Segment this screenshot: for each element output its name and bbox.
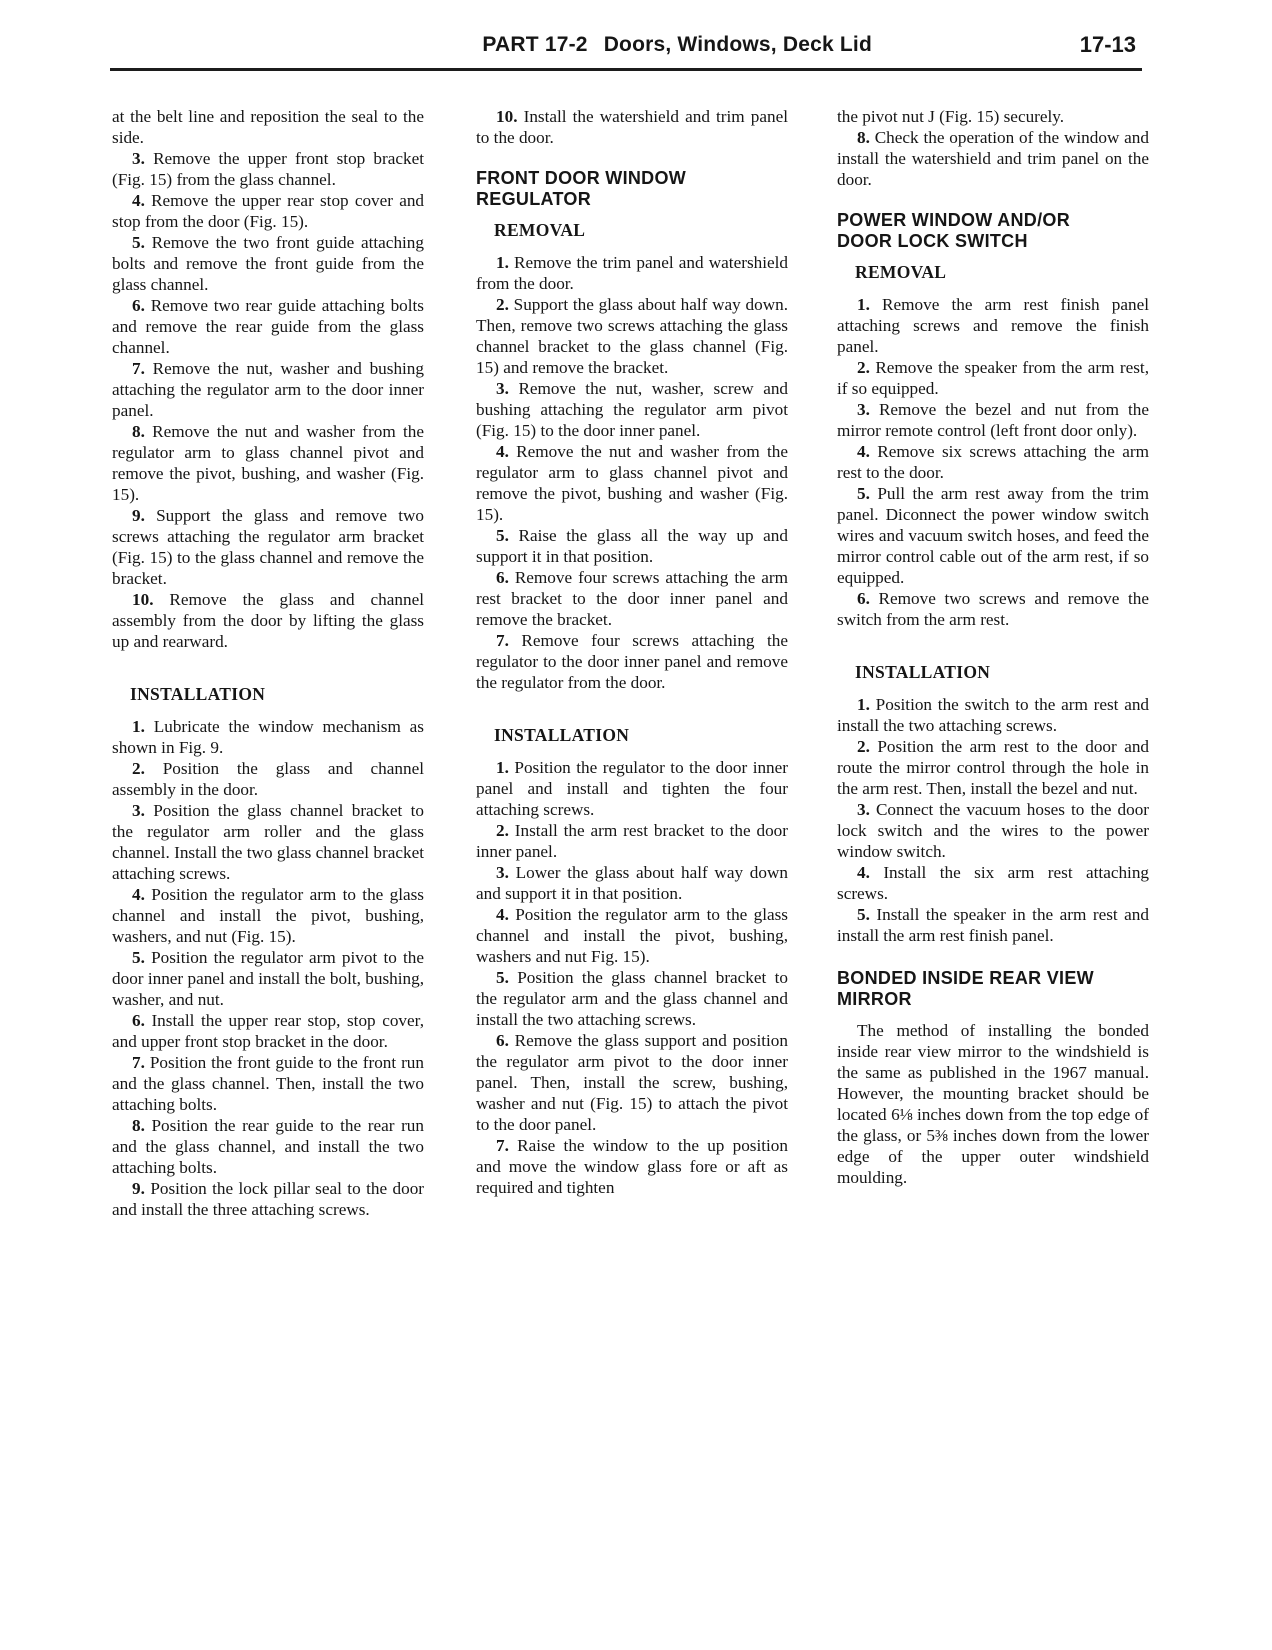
removal-step-5	[837, 483, 1149, 588]
removal-step-5	[112, 232, 424, 295]
step-text: Support the glass and remove two screws attaching the regulator arm bracket (Fig. 15) to the glass channel and remove the bracket.	[112, 506, 424, 588]
step-number: 6.	[132, 1011, 145, 1030]
step-number: 3.	[857, 400, 870, 419]
step-number: 5.	[857, 484, 870, 503]
step-number: 1.	[496, 253, 509, 272]
installation-step-1	[476, 757, 788, 820]
step-number: 3.	[496, 379, 509, 398]
step-number: 4.	[496, 905, 509, 924]
step-text: Remove the nut, washer, screw and bushing attaching the regulator arm pivot (Fig. 15) to the door inner panel.	[476, 379, 789, 440]
step-number: 4.	[857, 863, 870, 882]
installation-step-3	[112, 800, 424, 884]
step-text: Remove the upper rear stop cover and stop from the door (Fig. 15).	[112, 191, 425, 231]
step-text: Raise the glass all the way up and support it in that position.	[476, 526, 788, 566]
header-rule	[110, 68, 1142, 71]
step-number: 9.	[132, 1179, 145, 1198]
installation-step-2	[112, 758, 424, 800]
installation-step-7	[112, 1052, 424, 1115]
step-text: Remove the nut and washer from the regulator arm to glass channel pivot and remove the pivot, bushing and washer (Fig. 15).	[476, 442, 788, 524]
step-text: Remove four screws attaching the arm rest bracket to the door inner panel and remove the bracket.	[476, 568, 788, 629]
step-text: Support the glass about half way down. Then, remove two screws attaching the glass channel bracket to the glass channel (Fig. 15) and remove the bracket.	[476, 295, 789, 377]
step-text: Check the operation of the window and install the watershield and trim panel on the door.	[837, 128, 1149, 189]
installation-step-4	[476, 904, 788, 967]
step-number: 8.	[857, 128, 870, 147]
step-number: 3.	[857, 800, 870, 819]
step-number: 4.	[132, 191, 145, 210]
step-text: Connect the vacuum hoses to the door lock switch and the wires to the power window switch.	[837, 800, 1150, 861]
step-text: Remove two rear guide attaching bolts and remove the rear guide from the glass channel.	[112, 296, 425, 357]
step-number: 8.	[132, 422, 145, 441]
step-text: Remove the two front guide attaching bolts and remove the front guide from the glass channel.	[112, 233, 424, 294]
step-number: 6.	[496, 568, 509, 587]
lead-step-8	[837, 127, 1149, 190]
installation-step-9	[112, 1178, 424, 1220]
step-number: 6.	[857, 589, 870, 608]
section-title: Doors, Windows, Deck Lid	[603, 33, 872, 56]
step-number: 6.	[496, 1031, 509, 1050]
removal-step-4	[112, 190, 424, 232]
step-text: Remove six screws attaching the arm rest to the door.	[837, 442, 1149, 482]
column-1	[112, 106, 424, 1220]
removal-step-1	[837, 294, 1149, 357]
step-text: Install the upper rear stop, stop cover, and upper front stop bracket in the door.	[112, 1011, 424, 1051]
section-heading-front-door-window-regulator: FRONT DOOR WINDOW REGULATOR	[476, 168, 687, 209]
page-number: 17-13	[1079, 32, 1136, 57]
removal-step-7	[476, 630, 788, 693]
part-number: PART 17-2	[482, 33, 588, 56]
installation-step-8	[112, 1115, 424, 1178]
installation-heading: INSTALLATION	[130, 684, 266, 704]
step-number: 1.	[132, 717, 145, 736]
lead-step-10	[476, 106, 788, 148]
step-number: 4.	[496, 442, 509, 461]
step-text: Remove the nut, washer and bushing attaching the regulator arm to the door inner panel.	[112, 359, 424, 420]
removal-step-3	[476, 378, 788, 441]
removal-step-6	[837, 588, 1149, 630]
removal-step-4	[837, 441, 1149, 483]
removal-step-2	[476, 294, 788, 378]
step-number: 4.	[857, 442, 870, 461]
installation-step-5	[837, 904, 1149, 946]
column-2	[476, 106, 788, 1198]
installation-heading: INSTALLATION	[494, 725, 630, 745]
removal-step-2	[837, 357, 1149, 399]
step-text: Remove the upper front stop bracket (Fig. 15) from the glass channel.	[112, 149, 425, 189]
step-number: 6.	[132, 296, 145, 315]
step-number: 2.	[496, 295, 509, 314]
step-text: Position the lock pillar seal to the door and install the three attaching screws.	[112, 1179, 425, 1219]
page-header	[110, 26, 1142, 66]
step-number: 5.	[857, 905, 870, 924]
installation-step-5	[476, 967, 788, 1030]
step-text: Position the glass channel bracket to the regulator arm roller and the glass channel. Install the two glass channel bracket attaching screws.	[112, 801, 424, 883]
step-text: Remove four screws attaching the regulator to the door inner panel and remove the regulator from the door.	[476, 631, 788, 692]
step-number: 10.	[496, 107, 518, 126]
removal-step-8	[112, 421, 424, 505]
step-number: 2.	[496, 821, 509, 840]
step-text: Position the glass and channel assembly in the door.	[112, 759, 424, 799]
step-number: 2.	[132, 759, 145, 778]
removal-heading: REMOVAL	[494, 220, 586, 240]
removal-step-1	[476, 252, 788, 294]
removal-step-10	[112, 589, 424, 652]
step-text: Raise the window to the up position and move the window glass fore or aft as required and tighten	[476, 1136, 788, 1197]
installation-step-1	[112, 716, 424, 758]
continued-text: the pivot nut J (Fig. 15) securely.	[837, 107, 1065, 126]
step-text: Position the regulator arm pivot to the door inner panel and install the bolt, bushing, washer, and nut.	[112, 948, 424, 1009]
installation-step-6	[112, 1010, 424, 1052]
section-heading-power-window-switch: POWER WINDOW AND/OR DOOR LOCK SWITCH	[837, 210, 1071, 251]
installation-step-2	[476, 820, 788, 862]
step-text: Position the regulator to the door inner panel and install and tighten the four attaching screws.	[476, 758, 789, 819]
removal-step-3	[837, 399, 1149, 441]
column-3	[837, 106, 1149, 1188]
installation-heading: INSTALLATION	[855, 662, 991, 682]
installation-step-1	[837, 694, 1149, 736]
installation-step-5	[112, 947, 424, 1010]
installation-step-3	[837, 799, 1149, 862]
step-text: Remove the glass support and position the regulator arm pivot to the door inner panel. Then, install the screw, bushing, washer and nut (Fig. 15) to attach the pivot to the door panel.	[476, 1031, 788, 1134]
step-text: Install the speaker in the arm rest and install the arm rest finish panel.	[837, 905, 1149, 945]
step-number: 5.	[496, 968, 509, 987]
step-text: Install the arm rest bracket to the door inner panel.	[476, 821, 788, 861]
removal-step-7	[112, 358, 424, 421]
installation-step-4	[837, 862, 1149, 904]
step-text: Position the regulator arm to the glass channel and install the pivot, bushing, washers, and nut (Fig. 15).	[112, 885, 424, 946]
step-text: Position the switch to the arm rest and install the two attaching screws.	[837, 695, 1150, 735]
step-text: Lubricate the window mechanism as shown in Fig. 9.	[112, 717, 424, 757]
step-text: Position the arm rest to the door and route the mirror control through the hole in the arm rest. Then, install the bezel and nut.	[837, 737, 1150, 798]
removal-step-5	[476, 525, 788, 567]
step-number: 5.	[496, 526, 509, 545]
removal-step-6	[476, 567, 788, 630]
step-text: Remove the arm rest finish panel attaching screws and remove the finish panel.	[837, 295, 1149, 356]
step-number: 8.	[132, 1116, 145, 1135]
removal-step-9	[112, 505, 424, 589]
step-number: 1.	[857, 695, 870, 714]
step-number: 1.	[496, 758, 509, 777]
step-number: 7.	[496, 631, 509, 650]
step-number: 7.	[496, 1136, 509, 1155]
step-number: 3.	[132, 801, 145, 820]
step-number: 10.	[132, 590, 154, 609]
step-number: 4.	[132, 885, 145, 904]
removal-step-3	[112, 148, 424, 190]
step-text: Remove the trim panel and watershield from the door.	[476, 253, 788, 293]
step-text: Install the watershield and trim panel to the door.	[476, 107, 788, 147]
step-text: Remove the speaker from the arm rest, if so equipped.	[837, 358, 1149, 398]
step-number: 3.	[496, 863, 509, 882]
step-text: Remove the nut and washer from the regulator arm to glass channel pivot and remove the pivot, bushing, and washer (Fig. 15).	[112, 422, 424, 504]
running-title	[482, 33, 872, 57]
step-text: Remove the glass and channel assembly from the door by lifting the glass up and rearward.	[112, 590, 424, 651]
step-text: Remove the bezel and nut from the mirror remote control (left front door only).	[837, 400, 1150, 440]
removal-heading: REMOVAL	[855, 262, 947, 282]
step-text: Position the glass channel bracket to the regulator arm and the glass channel and install the two attaching screws.	[476, 968, 788, 1029]
installation-step-3	[476, 862, 788, 904]
mirror-paragraph: The method of installing the bonded inside rear view mirror to the windshield is the same as published in the 1967 manual. However, the mounting bracket should be located 6⅛ inches down from the top edge of the glass, or 5⅜ inches down from the lower edge of the upper outer windshield moulding.	[837, 1021, 1149, 1187]
step-number: 1.	[857, 295, 870, 314]
step-text: Position the regulator arm to the glass channel and install the pivot, bushing, washers and nut Fig. 15).	[476, 905, 788, 966]
step-number: 9.	[132, 506, 145, 525]
step-number: 2.	[857, 358, 870, 377]
installation-step-4	[112, 884, 424, 947]
step-number: 2.	[857, 737, 870, 756]
step-text: Position the rear guide to the rear run and the glass channel, and install the two attaching bolts.	[112, 1116, 424, 1177]
removal-step-4	[476, 441, 788, 525]
step-number: 7.	[132, 359, 145, 378]
step-text: Position the front guide to the front run and the glass channel. Then, install the two attaching bolts.	[112, 1053, 424, 1114]
installation-step-7	[476, 1135, 788, 1198]
installation-step-2	[837, 736, 1149, 799]
step-number: 7.	[132, 1053, 145, 1072]
section-heading-bonded-mirror: BONDED INSIDE REAR VIEW MIRROR	[837, 968, 1094, 1009]
step-text: Install the six arm rest attaching screws.	[837, 863, 1150, 903]
step-text: Remove two screws and remove the switch from the arm rest.	[837, 589, 1149, 629]
continued-text: at the belt line and reposition the seal to the side.	[112, 107, 424, 147]
step-text: Pull the arm rest away from the trim panel. Diconnect the power window switch wires and vacuum switch hoses, and feed the mirror control cable out of the arm rest, if so equipped.	[837, 484, 1149, 587]
step-number: 5.	[132, 948, 145, 967]
removal-step-6	[112, 295, 424, 358]
step-number: 5.	[132, 233, 145, 252]
installation-step-6	[476, 1030, 788, 1135]
step-number: 3.	[132, 149, 145, 168]
step-text: Lower the glass about half way down and support it in that position.	[476, 863, 788, 903]
